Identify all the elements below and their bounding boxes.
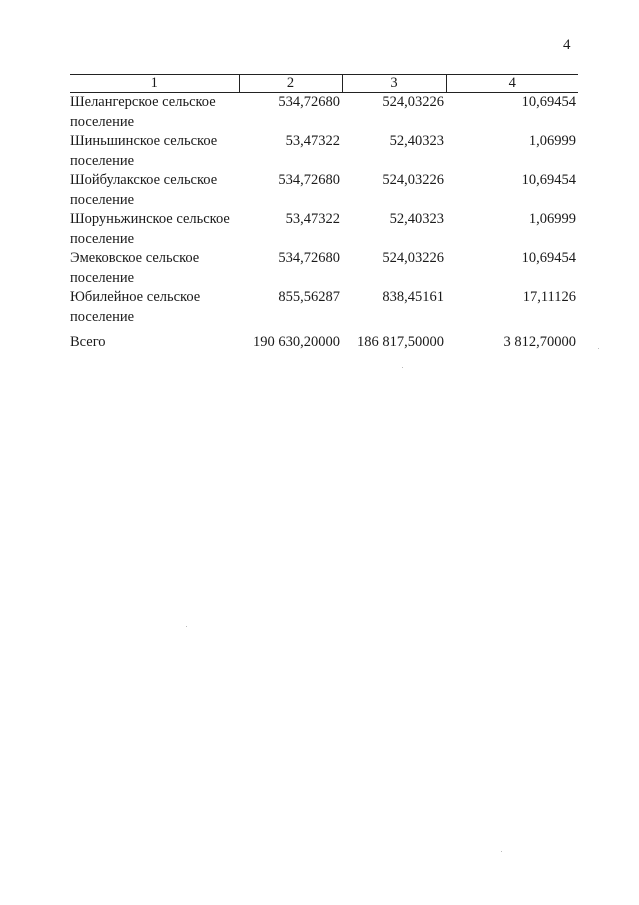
total-col3: 186 817,50000 — [357, 334, 444, 350]
value-col4: 1,06999 — [528, 211, 576, 227]
column-header-4: 4 — [446, 75, 578, 93]
value-col4: 10,69454 — [521, 94, 576, 110]
settlement-name: Шиньшинское сельское поселение — [70, 133, 218, 169]
allocation-table — [70, 74, 578, 353]
settlement-name: Юбилейное сельское поселение — [70, 289, 201, 325]
table-row — [70, 132, 578, 171]
value-col4: 1,06999 — [528, 133, 576, 149]
value-col3: 52,40323 — [389, 211, 444, 227]
value-col2: 53,47322 — [285, 133, 340, 149]
column-header-3: 3 — [342, 75, 446, 93]
value-col2: 534,72680 — [278, 94, 340, 110]
scan-speck — [501, 851, 502, 852]
value-col4: 17,11126 — [522, 289, 576, 305]
value-col2: 534,72680 — [278, 172, 340, 188]
value-col4: 10,69454 — [521, 250, 576, 266]
total-row — [70, 327, 578, 353]
total-col4: 3 812,70000 — [503, 334, 576, 350]
scan-speck — [186, 626, 187, 627]
scan-speck — [598, 348, 599, 349]
value-col2: 53,47322 — [285, 211, 340, 227]
value-col3: 52,40323 — [389, 133, 444, 149]
settlement-name: Шелангерское сельское поселение — [70, 94, 216, 130]
page-number: 4 — [563, 37, 571, 53]
table-row — [70, 93, 578, 133]
value-col3: 524,03226 — [382, 172, 444, 188]
table-row — [70, 171, 578, 210]
value-col4: 10,69454 — [521, 172, 576, 188]
value-col3: 524,03226 — [382, 94, 444, 110]
settlement-name: Шоруньжинское сельское поселение — [70, 211, 230, 247]
value-col2: 534,72680 — [278, 250, 340, 266]
value-col2: 855,56287 — [278, 289, 340, 305]
scan-speck — [402, 367, 403, 368]
column-header-2: 2 — [239, 75, 342, 93]
table-row — [70, 288, 578, 327]
value-col3: 838,45161 — [382, 289, 444, 305]
table-row — [70, 210, 578, 249]
table-header-row — [70, 75, 578, 93]
total-label: Всего — [70, 334, 106, 350]
column-header-1: 1 — [70, 75, 239, 93]
total-col2: 190 630,20000 — [253, 334, 340, 350]
value-col3: 524,03226 — [382, 250, 444, 266]
table-row — [70, 249, 578, 288]
settlement-name: Шойбулакское сельское поселение — [70, 172, 218, 208]
settlement-name: Эмековское сельское поселение — [70, 250, 200, 286]
